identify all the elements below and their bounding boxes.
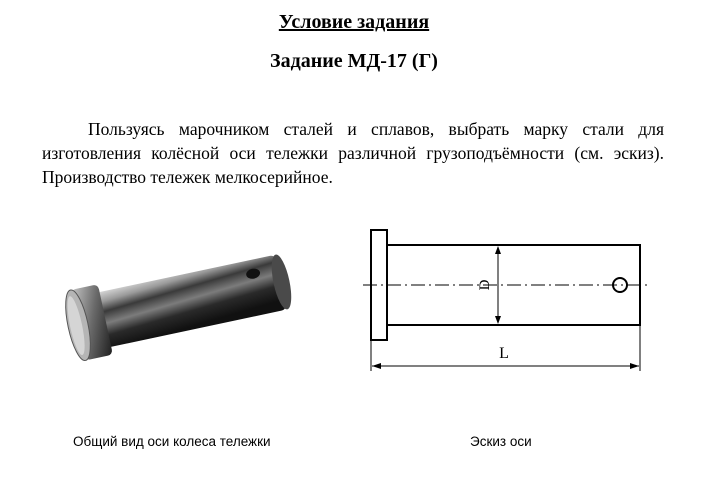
- axle-body: [90, 255, 287, 349]
- axle-photo: [58, 240, 298, 370]
- task-text: Пользуясь марочником сталей и сплавов, выбрать марку стали для изготовления колёсной оси тележки различной грузоподъёмности (см. эскиз). Производство тележек мелкосерийное.: [42, 119, 664, 187]
- task-subtitle: Задание МД-17 (Г): [270, 50, 438, 72]
- sketch-caption: Эскиз оси: [470, 434, 532, 449]
- d-dimension-label: D: [477, 279, 493, 291]
- task-title: Условие задания: [278, 11, 430, 33]
- axle-sketch: [358, 225, 648, 375]
- task-description: [42, 117, 664, 189]
- photo-caption: Общий вид оси колеса тележки: [73, 434, 271, 449]
- l-dimension-label: L: [499, 345, 509, 362]
